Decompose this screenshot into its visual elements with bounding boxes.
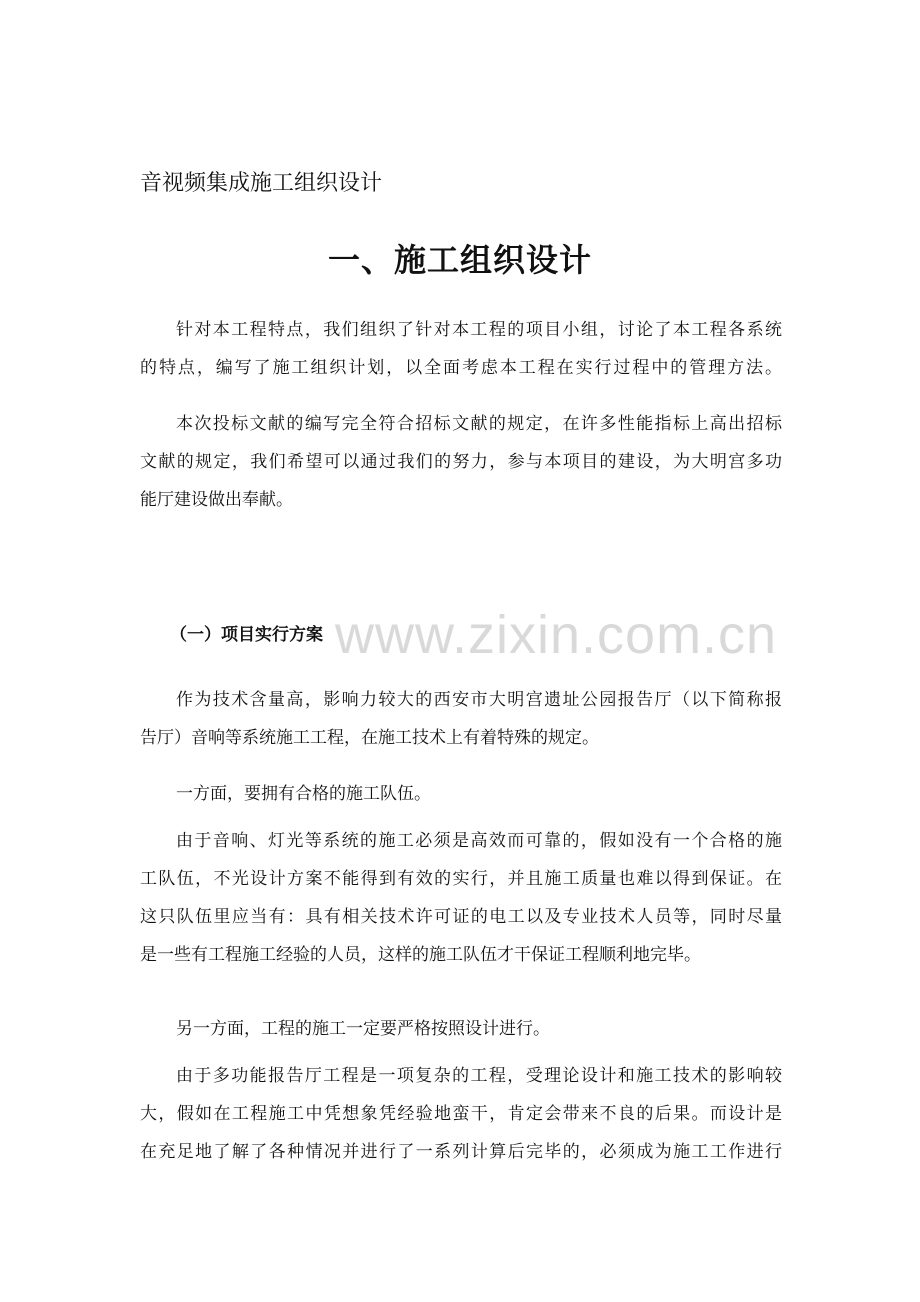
body-paragraph-7 <box>140 1057 782 1171</box>
paragraph-line: 是一些有工程施工经验的人员，这样的施工队伍才干保证工程顺利地完毕。 <box>140 945 701 965</box>
intro-paragraphs <box>140 311 782 387</box>
body-paragraph-3 <box>140 681 782 757</box>
paragraph-line: 大，假如在工程施工中凭想象凭经验地蛮干，肯定会带来不良的后果。而设计是 <box>140 1104 782 1124</box>
paragraph-line: 另一方面，工程的施工一定要严格按照设计进行。 <box>176 1019 550 1039</box>
paragraph-line: 告厅）音响等系统施工工程，在施工技术上有着特殊的规定。 <box>140 728 599 748</box>
paragraph-line: 在充足地了解了各种情况并进行了一系列计算后完毕的，必须成为施工工作进行 <box>140 1142 782 1162</box>
section-heading: 一、施工组织设计 <box>327 241 592 279</box>
subsection-heading: （一）项目实行方案 <box>170 625 323 645</box>
body-paragraph-4 <box>140 775 782 813</box>
intro-paragraph-2 <box>140 405 782 519</box>
paragraph-line: 文献的规定，我们希望可以通过我们的努力，参与本项目的建设，为大明宫多功 <box>140 452 782 472</box>
paragraph-line: 针对本工程特点，我们组织了针对本工程的项目小组，讨论了本工程各系统 <box>176 320 782 340</box>
paragraph-line: 由于音响、灯光等系统的施工必须是高效而可靠的，假如没有一个合格的施 <box>176 831 782 851</box>
paragraph-line: 由于多功能报告厅工程是一项复杂的工程，受理论设计和施工技术的影响较 <box>176 1066 782 1086</box>
paragraph-line: 一方面，要拥有合格的施工队伍。 <box>176 784 431 804</box>
paragraph-line: 这只队伍里应当有：具有相关技术许可证的电工以及专业技术人员等，同时尽量 <box>140 907 782 927</box>
document-title: 音视频集成施工组织设计 <box>140 171 383 196</box>
paragraph-line: 工队伍，不光设计方案不能得到有效的实行，并且施工质量也难以得到保证。在 <box>140 869 782 889</box>
paragraph-line: 的特点，编写了施工组织计划，以全面考虑本工程在实行过程中的管理方法。 <box>140 358 782 378</box>
paragraph-line: 作为技术含量高，影响力较大的西安市大明宫遗址公园报告厅（以下简称报 <box>176 690 782 710</box>
paragraph-line: 能厅建设做出奉献。 <box>140 490 293 510</box>
body-paragraph-5 <box>140 822 782 974</box>
watermark: www.zixin.com.cn <box>335 605 778 665</box>
body-paragraph-6 <box>140 1010 782 1048</box>
paragraph-line: 本次投标文献的编写完全符合招标文献的规定，在许多性能指标上高出招标 <box>176 414 782 434</box>
